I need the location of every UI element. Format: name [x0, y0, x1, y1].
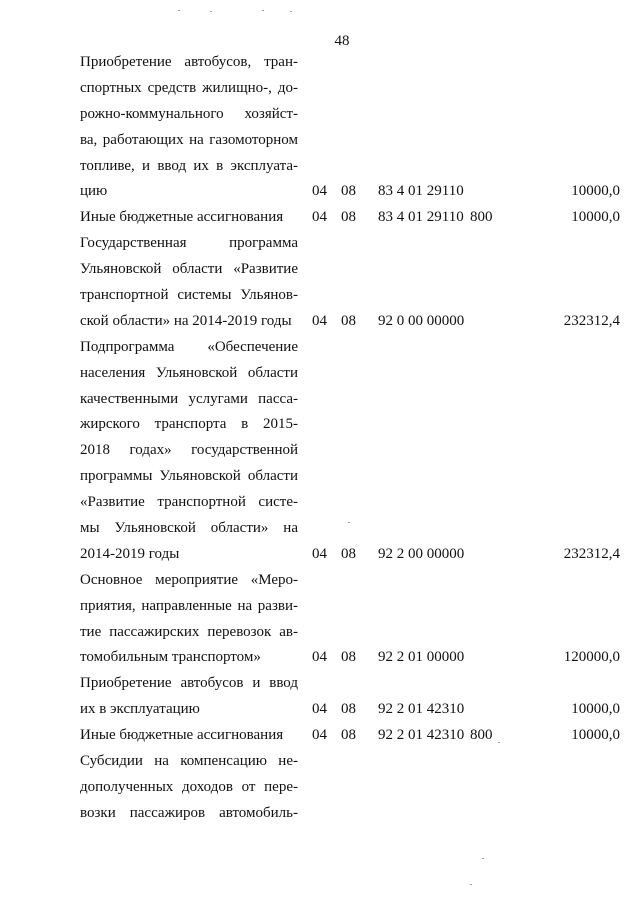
item-name-line: Субсидии на компенсацию не- — [80, 753, 298, 770]
item-name — [80, 231, 298, 335]
item-name — [80, 205, 298, 231]
amount: 232312,4 — [563, 312, 620, 329]
item-name-line: «Развитие транспортной систе- — [80, 494, 298, 511]
item-name-line: ской области» на 2014-2019 годы — [80, 312, 292, 329]
table-row — [80, 671, 620, 723]
section-code: 04 — [312, 209, 327, 226]
budget-table — [80, 50, 620, 827]
item-name-line: Иные бюджетные ассигнования — [80, 727, 284, 744]
subsection-code: 08 — [341, 701, 356, 718]
scan-speck — [178, 10, 180, 11]
table-row — [80, 749, 620, 827]
item-name-line: 2014-2019 годы — [80, 545, 180, 562]
scan-speck — [262, 10, 264, 11]
table-row — [80, 335, 620, 568]
item-name-line: Основное мероприятие «Меро- — [80, 571, 298, 588]
item-name-line: тие пассажирских перевозок ав- — [80, 623, 298, 640]
item-name-line: Иные бюджетные ассигнования — [80, 209, 284, 226]
item-name-line: приятия, направленные на разви- — [80, 597, 298, 614]
amount: 10000,0 — [571, 727, 620, 744]
item-name — [80, 568, 298, 672]
amount: 10000,0 — [571, 209, 620, 226]
item-name-line: топливе, и ввод их в эксплуата- — [80, 157, 298, 174]
subsection-code: 08 — [341, 649, 356, 666]
target-article-code: 83 4 01 29110 — [378, 209, 464, 226]
subsection-code: 08 — [341, 183, 356, 200]
table-row — [80, 568, 620, 672]
item-name-line: Приобретение автобусов и ввод — [80, 675, 298, 692]
page-number: 48 — [334, 33, 350, 49]
item-name-line: возки пассажиров автомобиль- — [80, 804, 298, 821]
item-name — [80, 335, 298, 568]
scan-speck — [470, 884, 472, 885]
section-code: 04 — [312, 727, 327, 744]
scan-speck — [348, 522, 350, 523]
subsection-code: 08 — [341, 312, 356, 329]
item-name-line: жирского транспорта в 2015- — [80, 416, 298, 433]
expense-type-code: 800 — [470, 727, 493, 744]
scan-speck — [482, 858, 484, 859]
section-code: 04 — [312, 701, 327, 718]
section-code: 04 — [312, 183, 327, 200]
amount: 120000,0 — [563, 649, 620, 666]
item-name — [80, 50, 298, 205]
target-article-code: 92 2 01 00000 — [378, 649, 465, 666]
item-name-line: транспортной системы Ульянов- — [80, 287, 298, 304]
scan-speck — [210, 11, 212, 12]
item-name-line: цию — [80, 183, 108, 200]
item-name-line: программы Ульяновской области — [80, 468, 298, 485]
item-name-line: Государственная программа — [80, 235, 298, 252]
section-code: 04 — [312, 545, 327, 562]
target-article-code: 92 2 00 00000 — [378, 545, 465, 562]
target-article-code: 92 0 00 00000 — [378, 312, 465, 329]
item-name-line: дополученных доходов от пере- — [80, 778, 298, 795]
target-article-code: 83 4 01 29110 — [378, 183, 464, 200]
table-row — [80, 723, 620, 749]
target-article-code: 92 2 01 42310 — [378, 701, 465, 718]
item-name — [80, 723, 298, 749]
item-name-line: Ульяновской области «Развитие — [80, 261, 298, 278]
subsection-code: 08 — [341, 209, 356, 226]
item-name-line: спортных средств жилищно-, до- — [80, 79, 298, 96]
section-code: 04 — [312, 312, 327, 329]
item-name-line: их в эксплуатацию — [80, 701, 200, 718]
table-row — [80, 231, 620, 335]
item-name-line: рожно-коммунального хозяйст- — [80, 105, 298, 122]
item-name-line: населения Ульяновской области — [80, 364, 298, 381]
table-row — [80, 205, 620, 231]
item-name-line: Подпрограмма «Обеспечение — [80, 338, 298, 355]
item-name-line: ва, работающих на газомоторном — [80, 131, 298, 148]
amount: 10000,0 — [571, 701, 620, 718]
scan-speck — [290, 11, 292, 12]
table-row — [80, 50, 620, 205]
item-name — [80, 671, 298, 723]
section-code: 04 — [312, 649, 327, 666]
amount: 232312,4 — [563, 545, 620, 562]
amount: 10000,0 — [571, 183, 620, 200]
target-article-code: 92 2 01 42310 — [378, 727, 465, 744]
item-name-line: Приобретение автобусов, тран- — [80, 54, 298, 70]
expense-type-code: 800 — [470, 209, 493, 226]
item-name-line: 2018 годах» государственной — [80, 442, 298, 459]
subsection-code: 08 — [341, 727, 356, 744]
subsection-code: 08 — [341, 545, 356, 562]
scan-speck — [498, 742, 500, 743]
item-name-line: качественными услугами пасса- — [80, 390, 298, 407]
item-name — [80, 749, 298, 827]
item-name-line: томобильным транспортом» — [80, 649, 261, 666]
item-name-line: мы Ульяновской области» на — [80, 520, 298, 537]
